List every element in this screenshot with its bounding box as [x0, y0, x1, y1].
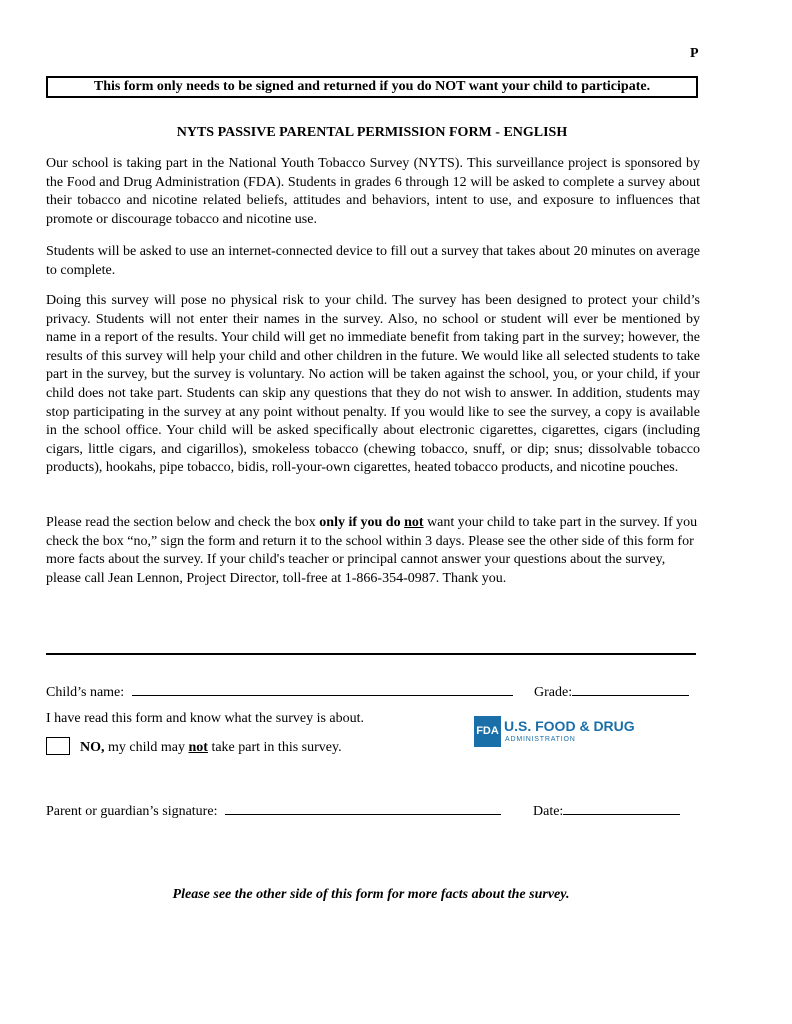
participation-notice: This form only needs to be signed and returned if you do NOT want your child to participate. — [46, 76, 698, 98]
signature-field[interactable] — [225, 800, 501, 815]
instructions-paragraph — [46, 514, 700, 588]
childs-name-row — [46, 681, 513, 701]
device-paragraph: Students will be asked to use an internet-connected device to fill out a survey that takes about 20 minutes on average to complete. — [46, 244, 700, 278]
instructions-bold: only if you do — [319, 515, 405, 530]
fda-subtitle: ADMINISTRATION — [505, 736, 576, 743]
form-title: NYTS PASSIVE PARENTAL PERMISSION FORM - ENGLISH — [176, 125, 568, 140]
intro-paragraph: Our school is taking part in the National Youth Tobacco Survey (NYTS). This surveillance project is sponsored by the Food and Drug Administration (FDA). Students in grades 6 through 12 will be asked to complete a survey about their tobacco and nicotine related beliefs, attitudes and behaviors, intent to use, and exposure to influences that promote or discourage tobacco and nicotine use. — [46, 156, 700, 227]
fda-logo — [474, 716, 635, 748]
no-participation-checkbox[interactable] — [46, 737, 70, 755]
footer-note: Please see the other side of this form for more facts about the survey. — [172, 887, 570, 902]
instructions-text-b: want your child to take part in the survey. If you check the box “no,” sign the form and return it to the school within 3 days. Please see the other side of this form for more facts about the survey. If your child's teacher or principal cannot answer your questions about the survey, please call Jean Lennon, Project Director, toll-free at 1-866-354-0987. Thank you. — [46, 515, 698, 586]
fda-name: U.S. FOOD & DRUG — [504, 718, 635, 734]
no-bold: NO, — [80, 740, 105, 755]
grade-label: Grade: — [534, 685, 573, 700]
grade-field[interactable] — [572, 681, 689, 696]
instructions-text-a: Please read the section below and check the box — [46, 515, 320, 530]
section-divider — [46, 653, 696, 655]
signature-row — [46, 800, 501, 820]
signature-label: Parent or guardian’s signature: — [46, 804, 218, 819]
no-text-b: take part in this survey. — [207, 740, 342, 755]
instructions-bold-not: not — [404, 515, 424, 530]
date-field[interactable] — [563, 800, 680, 815]
no-participation-label — [80, 740, 342, 756]
childs-name-label: Child’s name: — [46, 685, 125, 700]
privacy-paragraph: Doing this survey will pose no physical risk to your child. The survey has been designed to protect your child’s privacy. Students will not enter their names in the survey. Also, no school or student will ever be mentioned by name in a report of the results. Your child will get no immediate benefit from taking part in the survey; however, the results of this survey will help your child and other children in the future. We would like all selected students to take part in the survey, but the survey is voluntary. No action will be taken against the school, you, or your child, if your child does not take part. Students can skip any questions that they do not wish to answer. In addition, students may stop participating in the survey at any point without penalty. If you would like to see the survey, a copy is available in the school office. Your child will be asked specifically about electronic cigarettes, cigarettes, cigars (including cigars, little cigars, and cigarillos), smokeless tobacco (chewing tobacco, snuff, or dip; snus; dissolvable tobacco products), hookahs, pipe tobacco, bidis, roll-your-own cigarettes, heated tobacco products, and nicotine pouches. — [46, 293, 700, 476]
no-text-a: my child may — [104, 740, 189, 755]
date-label: Date: — [533, 804, 564, 819]
childs-name-field[interactable] — [132, 681, 513, 696]
date-row — [533, 800, 680, 820]
page-letter: P — [690, 46, 699, 61]
read-statement: I have read this form and know what the survey is about. — [46, 711, 365, 726]
no-not: not — [188, 740, 208, 755]
fda-badge: FDA — [474, 716, 501, 747]
grade-row — [534, 681, 689, 701]
